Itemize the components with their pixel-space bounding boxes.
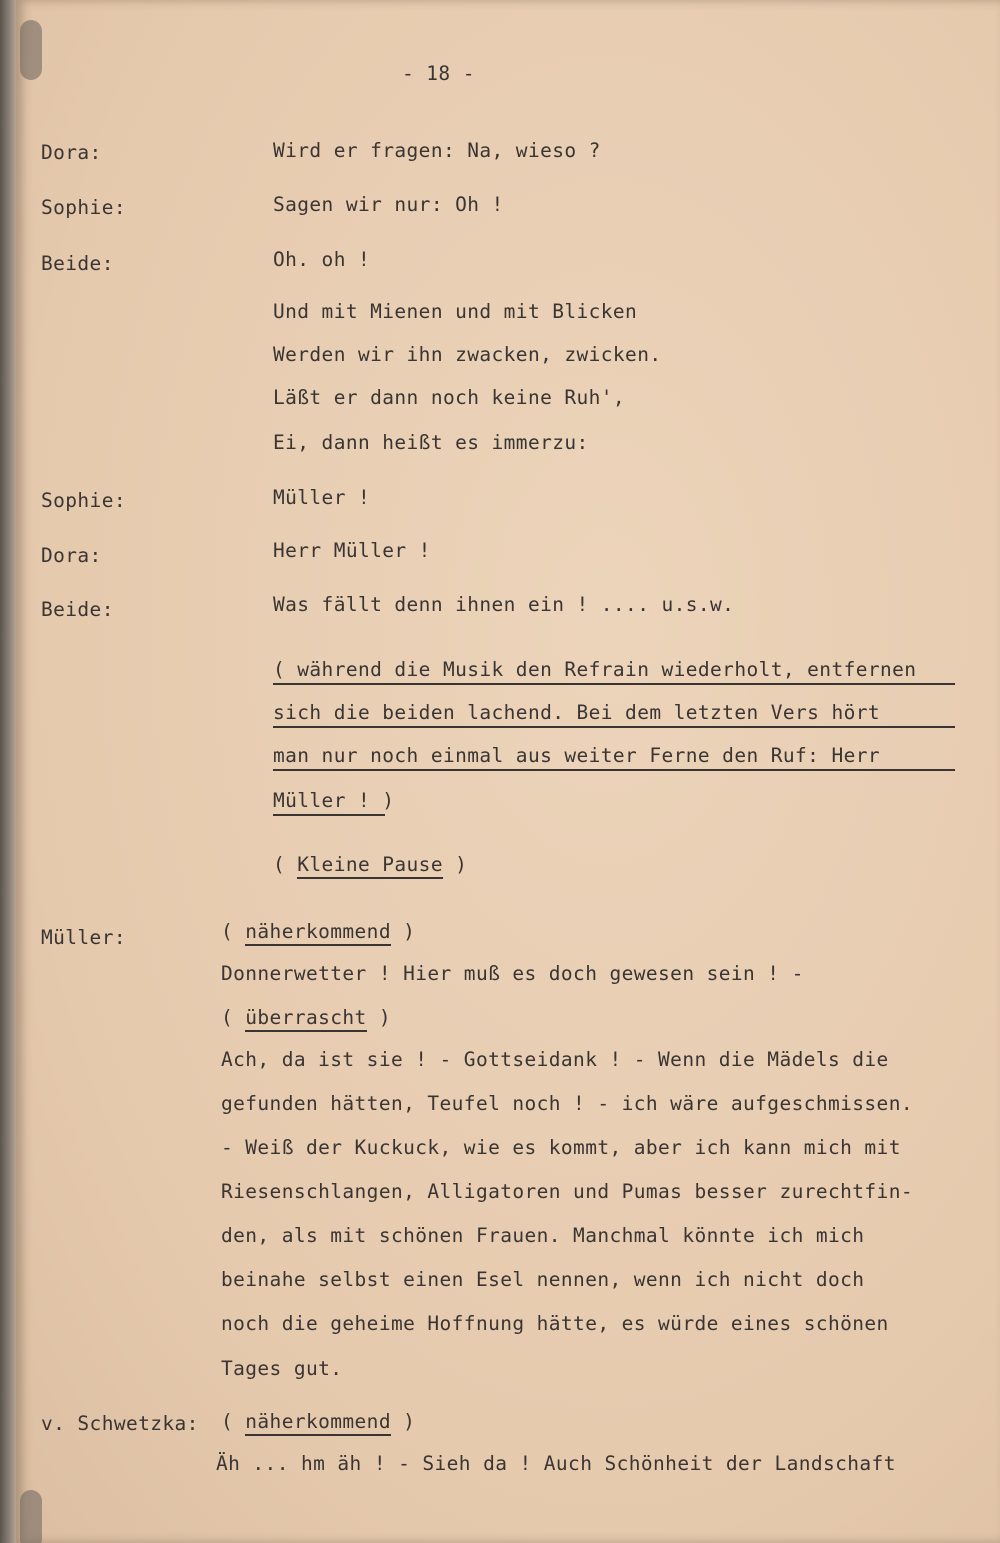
stage-direction: ( näherkommend ) xyxy=(221,920,415,944)
song-line: Und mit Mienen und mit Blicken xyxy=(273,300,638,323)
speaker-dora: Dora: xyxy=(41,141,102,164)
binder-spine xyxy=(0,0,16,1543)
line-text: Sagen wir nur: Oh ! xyxy=(273,193,504,216)
speaker-schwetzka: v. Schwetzka: xyxy=(41,1412,199,1435)
stage-direction: ( näherkommend ) xyxy=(221,1410,415,1434)
typewritten-page xyxy=(16,0,1000,1543)
pause-text: Kleine Pause xyxy=(297,853,443,879)
line-text: Müller ! xyxy=(273,486,371,509)
stage-direction-line: Müller ! ) xyxy=(273,789,395,812)
stage-direction-line: man nur noch einmal aus weiter Ferne den Ruf: Herr xyxy=(273,744,880,767)
song-line: Ei, dann heißt es immerzu: xyxy=(273,431,589,454)
underline xyxy=(273,769,955,771)
speech-line: Ach, da ist sie ! - Gottseidank ! - Wenn die Mädels die xyxy=(221,1048,889,1071)
speaker-sophie: Sophie: xyxy=(41,196,126,219)
underline xyxy=(273,814,385,816)
line-text: Herr Müller ! xyxy=(273,539,431,562)
speech-line: noch die geheime Hoffnung hätte, es würde eines schönen xyxy=(221,1312,889,1335)
speaker-beide: Beide: xyxy=(41,252,114,275)
speech-line: Tages gut. xyxy=(221,1357,343,1380)
speech-line: gefunden hätten, Teufel noch ! - ich wäre aufgeschmissen. xyxy=(221,1092,913,1115)
underline xyxy=(273,726,955,728)
binder-hole xyxy=(20,1490,42,1543)
pause-direction: ( Kleine Pause ) xyxy=(273,853,467,877)
speaker-dora: Dora: xyxy=(41,544,102,567)
speech-line: beinahe selbst einen Esel nennen, wenn ich nicht doch xyxy=(221,1268,865,1291)
stage-direction-line: sich die beiden lachend. Bei dem letzten Vers hört xyxy=(273,701,880,724)
song-line: Läßt er dann noch keine Ruh', xyxy=(273,386,626,409)
song-line: Werden wir ihn zwacken, zwicken. xyxy=(273,343,662,366)
speaker-sophie: Sophie: xyxy=(41,489,126,512)
speaker-beide: Beide: xyxy=(41,598,114,621)
stage-direction-line: ( während die Musik den Refrain wiederholt, entfernen xyxy=(273,658,917,681)
speech-line: - Weiß der Kuckuck, wie es kommt, aber ich kann mich mit xyxy=(221,1136,901,1159)
line-text: Oh. oh ! xyxy=(273,248,371,271)
line-text: Was fällt denn ihnen ein ! .... u.s.w. xyxy=(273,593,735,616)
underline xyxy=(273,683,955,685)
speaker-mueller: Müller: xyxy=(41,926,126,949)
speech-line: Äh ... hm äh ! - Sieh da ! Auch Schönheit der Landschaft xyxy=(216,1452,896,1475)
stage-direction: ( überrascht ) xyxy=(221,1006,391,1030)
line-text: Wird er fragen: Na, wieso ? xyxy=(273,139,601,162)
page-number: - 18 - xyxy=(402,62,475,85)
speech-line: Riesenschlangen, Alligatoren und Pumas besser zurechtfin- xyxy=(221,1180,913,1203)
speech-line: Donnerwetter ! Hier muß es doch gewesen sein ! - xyxy=(221,962,804,985)
binder-hole xyxy=(20,20,42,80)
speech-line: den, als mit schönen Frauen. Manchmal könnte ich mich xyxy=(221,1224,865,1247)
